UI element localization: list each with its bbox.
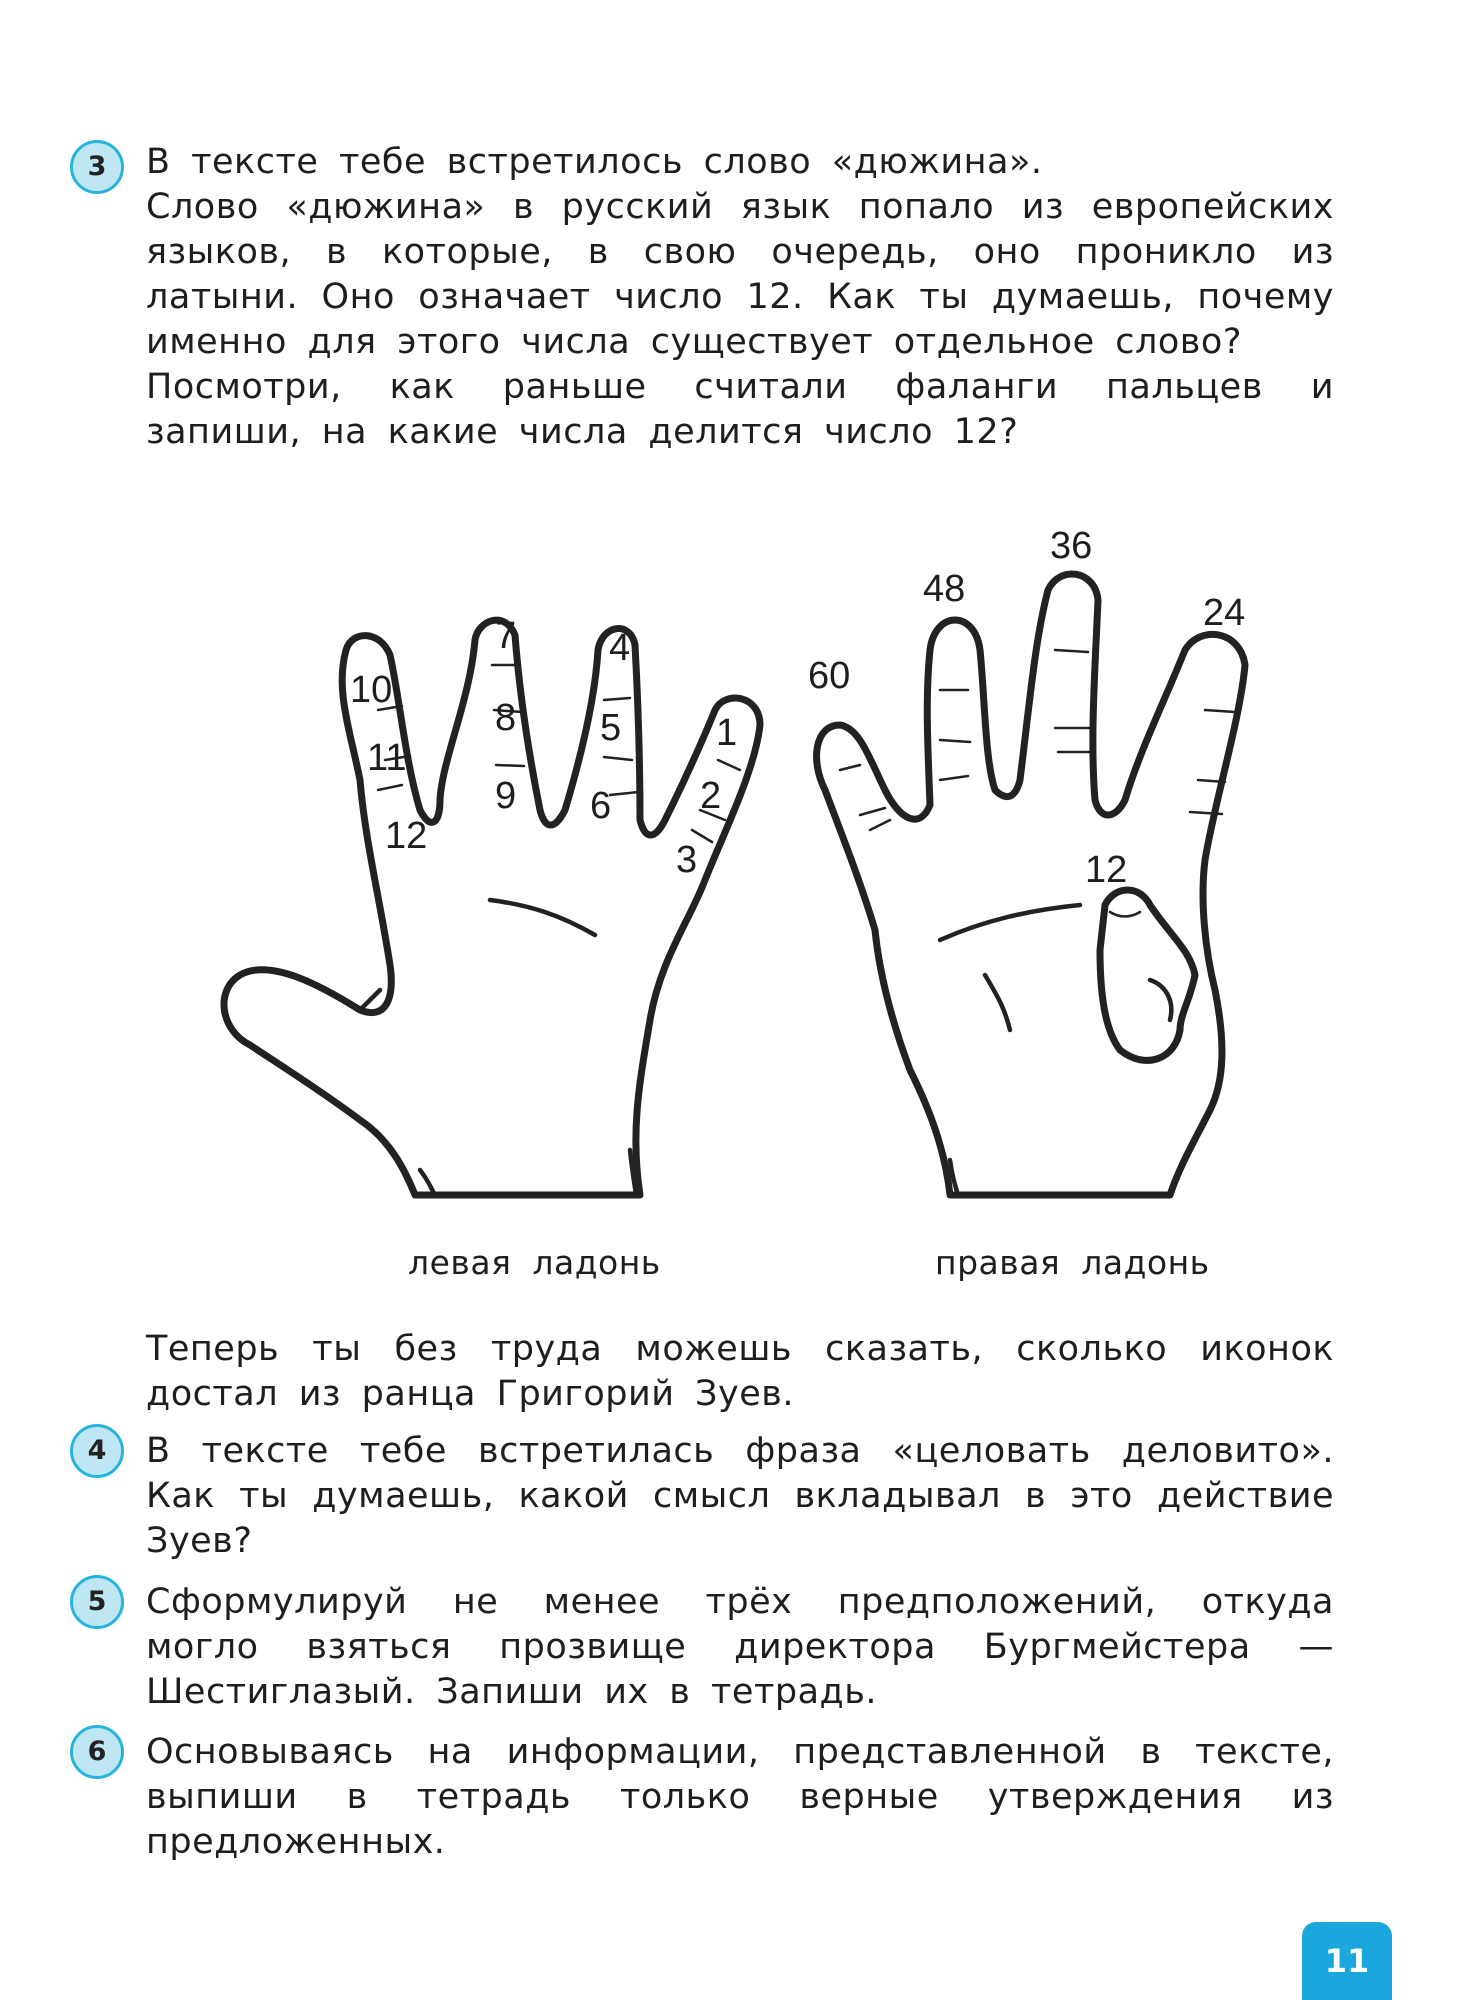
phalanx-number: 12 (1085, 849, 1128, 891)
follow-up-text (146, 1327, 1334, 1417)
phalanx-number: 6 (590, 785, 612, 827)
task-number-badge: 5 (70, 1575, 124, 1629)
follow-up-paragraph: Теперь ты без труда можешь сказать, сколько иконок достал из ранца Григорий Зуев. (146, 1329, 1334, 1414)
left-palm-caption: левая ладонь (408, 1243, 661, 1282)
phalanx-number: 8 (495, 697, 517, 739)
task-number-badge: 3 (70, 140, 124, 194)
task-4 (146, 1429, 1334, 1564)
phalanx-number: 60 (808, 655, 851, 697)
task-5 (146, 1580, 1334, 1715)
phalanx-number: 11 (367, 737, 407, 779)
phalanx-number: 36 (1050, 525, 1093, 567)
task-number-badge: 6 (70, 1725, 124, 1779)
phalanx-number: 1 (716, 712, 738, 754)
task-4-paragraph: В тексте тебе встретилась фраза «целовать деловито». Как ты думаешь, какой смысл вкладывал в это действие Зуев? (146, 1431, 1334, 1561)
phalanx-number: 9 (495, 775, 517, 817)
left-hand-drawing (224, 620, 760, 1195)
task-6-paragraph: Основываясь на информации, представленной в тексте, выпиши в тетрадь только верные утверждения из предложенных. (146, 1732, 1334, 1862)
page-number: 11 (1302, 1922, 1392, 2000)
task-3-question: Слово «дюжина» в русский язык попало из европейских языков, в которые, в свою очередь, оно проникло из латыни. Оно означает число 12. Как ты думаешь, почему именно для этого числа существует отдельное слово? (146, 187, 1334, 362)
phalanx-number: 24 (1203, 592, 1246, 634)
phalanx-number: 12 (385, 815, 428, 857)
phalanx-number: 7 (495, 615, 517, 657)
task-6 (146, 1730, 1334, 1865)
phalanx-number: 10 (350, 669, 393, 711)
task-3-intro: В тексте тебе встретилось слово «дюжина». (146, 142, 1043, 182)
task-5-paragraph: Сформулируй не менее трёх предположений, откуда могло взяться прозвище директора Бургмейстера — Шестиглазый. Запиши их в тетрадь. (146, 1582, 1334, 1712)
phalanx-number: 5 (600, 707, 622, 749)
phalanx-number: 4 (609, 627, 631, 669)
task-3-instruction: Посмотри, как раньше считали фаланги пальцев и запиши, на какие числа делится число 12? (146, 367, 1334, 452)
phalanx-number: 2 (700, 775, 722, 817)
right-palm-caption: правая ладонь (935, 1243, 1210, 1282)
right-hand-drawing (817, 574, 1245, 1195)
phalanx-number: 3 (676, 839, 698, 881)
phalanx-number: 48 (923, 568, 966, 610)
task-number-badge: 4 (70, 1424, 124, 1478)
